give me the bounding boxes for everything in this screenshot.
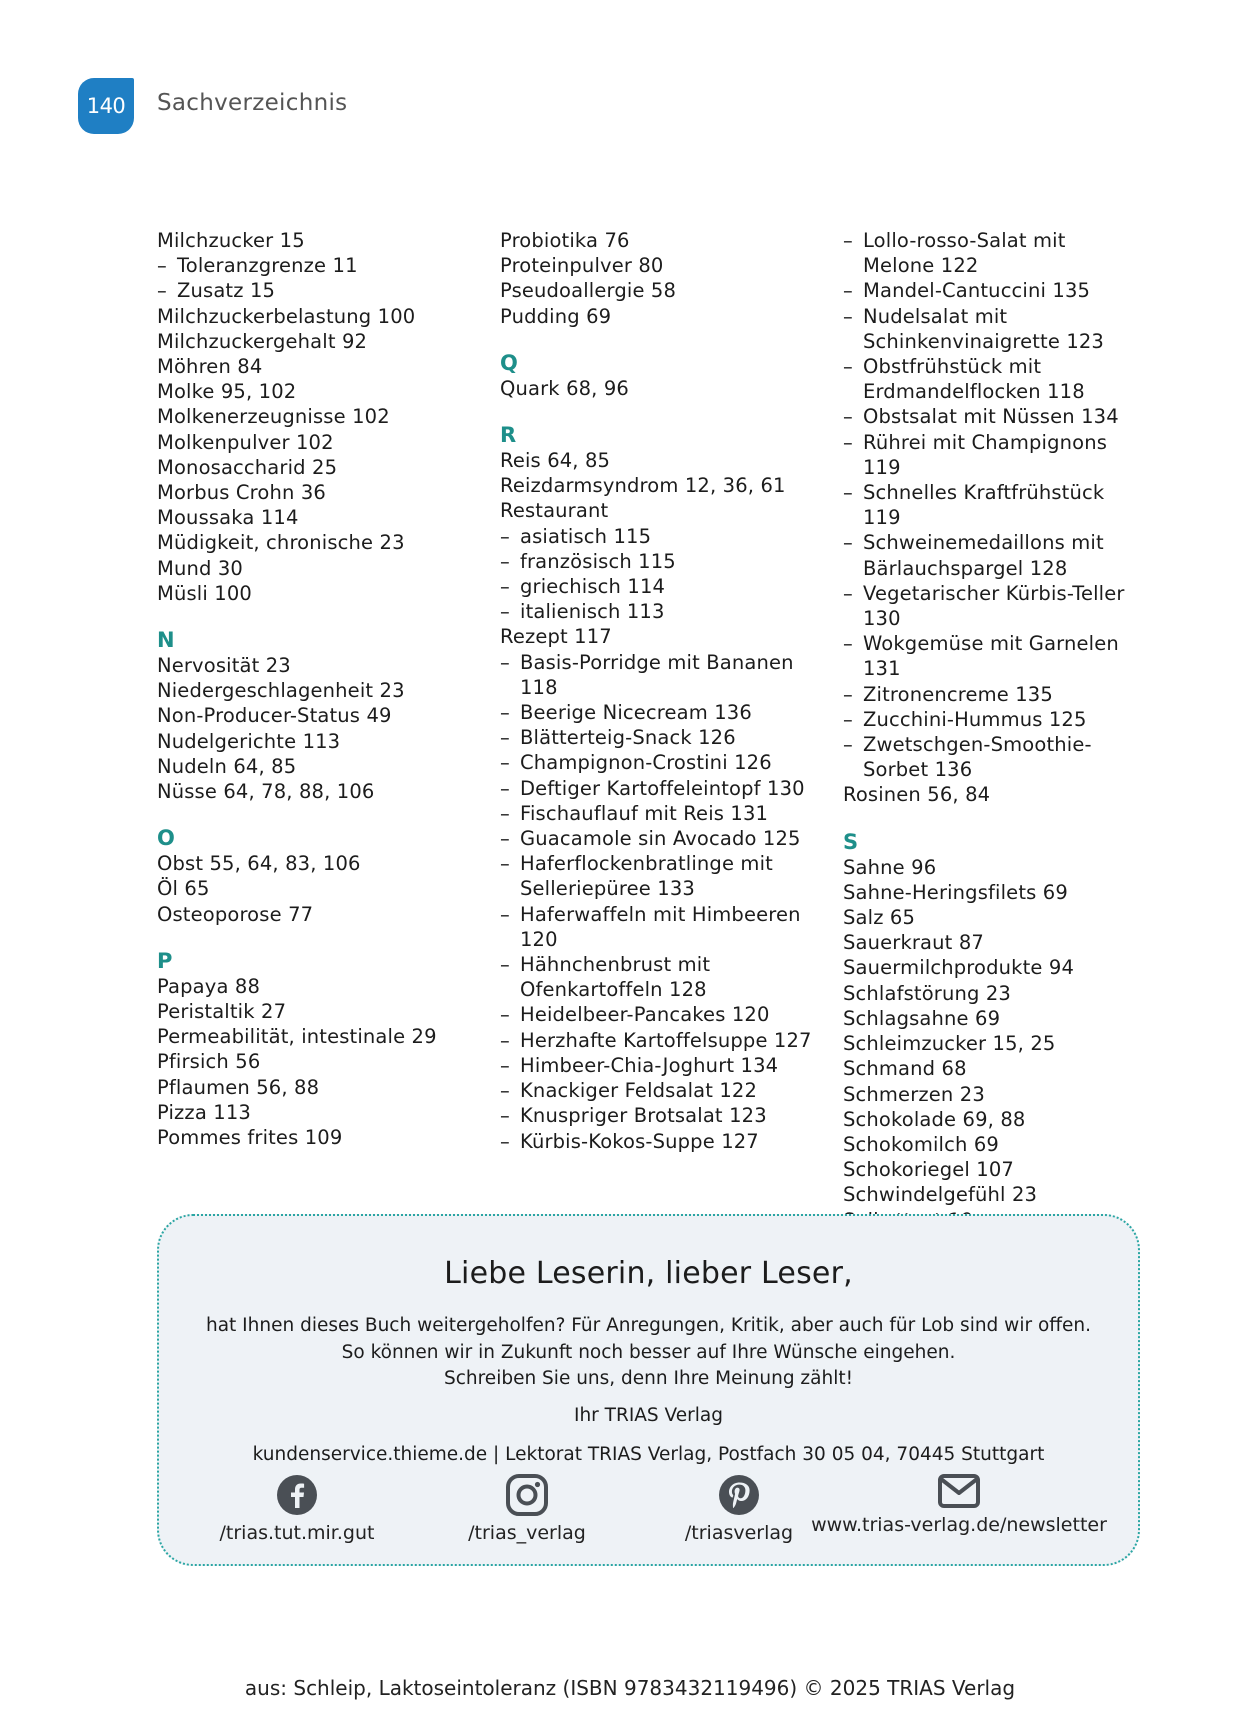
index-subentry: [843, 480, 1143, 530]
index-subentry: [843, 278, 1143, 303]
subentry-dash: –: [500, 751, 510, 775]
index-subentry: [500, 549, 820, 574]
subentry-dash: –: [843, 632, 853, 656]
index-entry: Schleimzucker 15, 25: [843, 1032, 1056, 1056]
index-subentry: [500, 725, 820, 750]
index-subentry: [843, 354, 1143, 404]
index-letter-heading: P: [157, 948, 173, 973]
subentry-text: Nudelsalat mit Schinkenvinaigrette 123: [863, 304, 1104, 353]
subentry-dash: –: [843, 430, 853, 454]
index-entry: Müsli 100: [157, 581, 252, 605]
index-subentry: [500, 650, 820, 700]
index-entry: Möhren 84: [157, 355, 263, 379]
index-entry: Sauerkraut 87: [843, 931, 984, 955]
subentry-dash: –: [500, 1079, 510, 1103]
subentry-text: Haferflockenbratlinge mit Selleriepüree 133: [520, 852, 773, 901]
subentry-text: Basis-Porridge mit Bananen 118: [520, 650, 794, 699]
subentry-text: Zusatz 15: [177, 279, 276, 303]
subentry-text: Beerige Nicecream 136: [520, 701, 752, 725]
page-number-badge: [78, 78, 134, 134]
feedback-line-3: Schreiben Sie uns, denn Ihre Meinung zählt!: [443, 1368, 854, 1389]
index-letter-heading: N: [157, 628, 175, 653]
index-entry: Sahne-Heringsfilets 69: [843, 880, 1068, 904]
index-entry: Schlafstörung 23: [843, 981, 1011, 1005]
index-column-3: [843, 228, 1143, 1233]
index-subentry: [843, 304, 1143, 354]
instagram-icon: [506, 1474, 548, 1516]
index-entry: Restaurant: [500, 499, 609, 523]
subentry-text: Knuspriger Brotsalat 123: [520, 1104, 767, 1128]
subentry-text: Zwetschgen-Smoothie-Sorbet 136: [863, 733, 1092, 782]
subentry-text: Obstfrühstück mit Erdmandelflocken 118: [863, 355, 1085, 404]
index-subentry: [500, 1129, 820, 1154]
index-entry: Niedergeschlagenheit 23: [157, 679, 405, 703]
index-entry: Pflaumen 56, 88: [157, 1075, 320, 1099]
facebook-link[interactable]: [197, 1474, 397, 1544]
index-entry: Reis 64, 85: [500, 449, 611, 473]
index-entry: Reizdarmsyndrom 12, 36, 61: [500, 474, 786, 498]
reader-feedback-box: [157, 1214, 1140, 1566]
index-entry: Morbus Crohn 36: [157, 481, 326, 505]
mail-icon: [938, 1474, 980, 1508]
index-entry: Nüsse 64, 78, 88, 106: [157, 780, 375, 804]
index-entry: Osteoporose 77: [157, 902, 314, 926]
index-entry: Nervosität 23: [157, 654, 291, 678]
index-subentry: [843, 404, 1143, 429]
feedback-line-1: hat Ihnen dieses Buch weitergeholfen? Für Anregungen, Kritik, aber auch für Lob sind wir offen.: [205, 1315, 1091, 1336]
index-entry: Milchzuckerbelastung 100: [157, 304, 416, 328]
index-entry: Schokomilch 69: [843, 1132, 999, 1156]
subentry-dash: –: [500, 827, 510, 851]
subentry-dash: –: [500, 1028, 510, 1052]
subentry-text: Herzhafte Kartoffelsuppe 127: [520, 1028, 812, 1052]
subentry-dash: –: [500, 1104, 510, 1128]
index-entry: Schlagsahne 69: [843, 1006, 1001, 1030]
index-subentry: [500, 952, 820, 1002]
subentry-text: italienisch 113: [520, 600, 665, 624]
index-entry: Mund 30: [157, 556, 243, 580]
newsletter-link[interactable]: [809, 1474, 1109, 1536]
index-entry: Probiotika 76: [500, 229, 630, 252]
subentry-dash: –: [500, 701, 510, 725]
subentry-text: Vegetarischer Kürbis-Teller 130: [863, 581, 1125, 631]
index-entry: Pommes frites 109: [157, 1126, 343, 1150]
subentry-dash: –: [843, 531, 853, 555]
index-entry: Rosinen 56, 84: [843, 783, 991, 807]
index-subentry: [500, 700, 820, 725]
index-entry: Papaya 88: [157, 974, 261, 998]
subentry-text: Haferwaffeln mit Himbeeren 120: [520, 902, 801, 951]
index-subentry: [500, 1078, 820, 1103]
index-entry: Molke 95, 102: [157, 380, 297, 404]
feedback-text: [159, 1313, 1138, 1393]
index-entry: Rezept 117: [500, 625, 612, 649]
subentry-dash: –: [843, 355, 853, 379]
index-entry: Schokolade 69, 88: [843, 1107, 1026, 1131]
index-entry: Proteinpulver 80: [500, 254, 664, 278]
subentry-text: Mandel-Cantuccini 135: [863, 279, 1091, 303]
index-entry: Schmand 68: [843, 1057, 967, 1081]
subentry-text: Knackiger Feldsalat 122: [520, 1079, 758, 1103]
subentry-text: Hähnchenbrust mit Ofenkartoffeln 128: [520, 953, 711, 1002]
index-subentry: [500, 1002, 820, 1027]
pinterest-handle: /triasverlag: [684, 1522, 794, 1544]
subentry-text: Obstsalat mit Nüssen 134: [863, 405, 1119, 429]
subentry-text: Champignon-Crostini 126: [520, 751, 772, 775]
subentry-text: Lollo-rosso-Salat mit Melone 122: [863, 229, 1066, 278]
subentry-dash: –: [843, 682, 853, 706]
subentry-dash: –: [500, 801, 510, 825]
index-entry: Permeabilität, intestinale 29: [157, 1025, 437, 1049]
subentry-dash: –: [843, 581, 853, 605]
facebook-handle: /trias.tut.mir.gut: [219, 1522, 375, 1544]
index-subentry: [500, 851, 820, 901]
subentry-dash: –: [500, 650, 510, 674]
page-title: Sachverzeichnis: [157, 90, 348, 116]
index-subentry: [500, 1028, 820, 1053]
facebook-icon: [276, 1474, 318, 1516]
index-entry: Sahne 96: [843, 855, 937, 879]
subentry-text: Fischauflauf mit Reis 131: [520, 801, 769, 825]
index-subentry: [843, 732, 1143, 782]
index-letter-heading: O: [157, 826, 176, 851]
index-entry: Pseudoallergie 58: [500, 279, 677, 303]
index-column-2: [500, 228, 820, 1154]
index-entry: Pfirsich 56: [157, 1050, 261, 1074]
index-entry: Sauermilchprodukte 94: [843, 956, 1074, 980]
index-entry: Nudelgerichte 113: [157, 729, 341, 753]
index-subentry: [843, 707, 1143, 732]
index-entry: Öl 65: [157, 877, 210, 901]
index-subentry: [157, 253, 477, 278]
subentry-dash: –: [157, 254, 167, 278]
index-subentry: [157, 278, 477, 303]
index-subentry: [843, 530, 1143, 580]
subentry-text: Deftiger Kartoffeleintopf 130: [520, 776, 805, 800]
index-entry: Quark 68, 96: [500, 376, 629, 400]
subentry-dash: –: [500, 1003, 510, 1027]
index-subentry: [500, 574, 820, 599]
index-subentry: [843, 430, 1143, 480]
subentry-text: Blätterteig-Snack 126: [520, 726, 736, 750]
index-letter-heading: Q: [500, 350, 519, 375]
index-subentry: [500, 1103, 820, 1128]
index-entry: Molkenpulver 102: [157, 430, 334, 454]
index-entry: Müdigkeit, chronische 23: [157, 531, 405, 555]
newsletter-url: www.trias-verlag.de/newsletter: [811, 1514, 1107, 1536]
index-entry: Pudding 69: [500, 304, 612, 328]
instagram-link[interactable]: [427, 1474, 627, 1544]
index-entry: Moussaka 114: [157, 506, 299, 530]
subentry-dash: –: [500, 953, 510, 977]
index-subentry: [500, 826, 820, 851]
index-entry: Salz 65: [843, 906, 916, 930]
index-entry: Milchzucker 15: [157, 229, 305, 252]
index-subentry: [500, 776, 820, 801]
index-entry: Non-Producer-Status 49: [157, 704, 392, 728]
index-subentry: [500, 750, 820, 775]
subentry-dash: –: [843, 733, 853, 757]
subentry-dash: –: [500, 726, 510, 750]
index-subentry: [500, 599, 820, 624]
feedback-heading: Liebe Leserin, lieber Leser,: [444, 1256, 853, 1291]
subentry-text: Zucchini-Hummus 125: [863, 707, 1087, 731]
subentry-dash: –: [500, 776, 510, 800]
subentry-text: Rührei mit Champignons 119: [863, 430, 1108, 479]
feedback-address: kundenservice.thieme.de | Lektorat TRIAS Verlag, Postfach 30 05 04, 70445 Stuttgart: [252, 1443, 1045, 1465]
feedback-line-2: So können wir in Zukunft noch besser auf Ihre Wünsche eingehen.: [341, 1341, 956, 1363]
index-entry: Schokoriegel 107: [843, 1158, 1014, 1182]
index-letter-heading: S: [843, 829, 859, 854]
subentry-text: Heidelbeer-Pancakes 120: [520, 1003, 770, 1027]
index-column-1: [157, 228, 477, 1150]
index-entry: Obst 55, 64, 83, 106: [157, 852, 361, 876]
index-entry: Pizza 113: [157, 1100, 251, 1124]
index-subentry: [843, 228, 1143, 278]
subentry-dash: –: [500, 902, 510, 926]
subentry-dash: –: [500, 524, 510, 548]
subentry-text: Wokgemüse mit Garnelen 131: [863, 632, 1119, 681]
index-entry: Schmerzen 23: [843, 1082, 985, 1106]
index-subentry: [500, 1053, 820, 1078]
subentry-dash: –: [500, 1053, 510, 1077]
index-entry: Milchzuckergehalt 92: [157, 329, 368, 353]
subentry-dash: –: [500, 575, 510, 599]
subentry-text: Zitronencreme 135: [863, 682, 1053, 706]
index-entry: Molkenerzeugnisse 102: [157, 405, 390, 429]
subentry-text: französisch 115: [520, 549, 676, 573]
subentry-dash: –: [843, 279, 853, 303]
subentry-dash: –: [843, 229, 853, 252]
index-subentry: [500, 801, 820, 826]
index-subentry: [843, 631, 1143, 681]
subentry-dash: –: [157, 279, 167, 303]
index-subentry: [843, 581, 1143, 631]
index-entry: Nudeln 64, 85: [157, 754, 297, 778]
subentry-dash: –: [843, 707, 853, 731]
pinterest-icon: [718, 1474, 760, 1516]
subentry-dash: –: [500, 549, 510, 573]
subentry-text: griechisch 114: [520, 575, 666, 599]
page-number: 140: [86, 94, 126, 118]
subentry-text: Toleranzgrenze 11: [177, 254, 358, 278]
index-subentry: [843, 682, 1143, 707]
subentry-text: Schweinemedaillons mit Bärlauchspargel 128: [863, 531, 1104, 580]
subentry-dash: –: [500, 1129, 510, 1153]
index-entry: Peristaltik 27: [157, 1000, 287, 1024]
subentry-text: Himbeer-Chia-Joghurt 134: [520, 1053, 779, 1077]
subentry-dash: –: [843, 405, 853, 429]
index-letter-heading: R: [500, 423, 517, 448]
index-subentry: [500, 902, 820, 952]
index-subentry: [500, 524, 820, 549]
footer-credit: aus: Schleip, Laktoseintoleranz (ISBN 9783432119496) © 2025 TRIAS Verlag: [244, 1676, 1016, 1700]
subentry-text: Schnelles Kraftfrühstück 119: [863, 481, 1105, 530]
subentry-dash: –: [843, 481, 853, 505]
subentry-text: Kürbis-Kokos-Suppe 127: [520, 1129, 759, 1153]
feedback-signature: Ihr TRIAS Verlag: [574, 1404, 723, 1426]
subentry-dash: –: [500, 600, 510, 624]
subentry-dash: –: [843, 304, 853, 328]
index-entry: Schwindelgefühl 23: [843, 1183, 1038, 1207]
subentry-text: asiatisch 115: [520, 524, 652, 548]
index-entry: Monosaccharid 25: [157, 455, 338, 479]
instagram-handle: /trias_verlag: [468, 1522, 586, 1544]
subentry-text: Guacamole sin Avocado 125: [520, 827, 801, 851]
subentry-dash: –: [500, 852, 510, 876]
